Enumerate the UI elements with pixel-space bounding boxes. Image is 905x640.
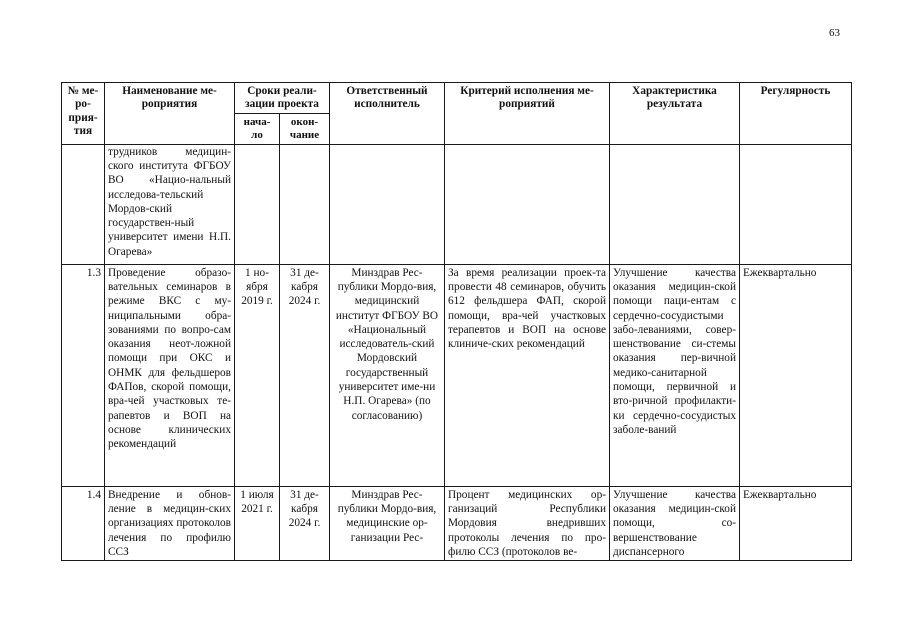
cell-num: 1.4 [62, 486, 105, 560]
header-num: № ме-ро-прия-тия [62, 83, 105, 145]
cell-end: 31 де-кабря 2024 г. [280, 264, 330, 486]
cell-start [235, 144, 280, 264]
cell-responsible: Минздрав Рес-публики Мордо-вия, медицинские ор-ганизации Рес- [330, 486, 445, 560]
cell-regularity [740, 144, 852, 264]
cell-regularity: Ежеквартально [740, 486, 852, 560]
cell-name: Проведение образо-вательных семинаров в режиме ВКС с му-ниципальными обра-зованиями по вопро-сам оказания неот-ложной помощи при ОКС и ОНМК для фельдшеров ФАПов, скорой помощи, вра-чей участковых те-рапевтов и ВОП на основе клинических рекомендаций [105, 264, 235, 486]
cell-criterion [445, 144, 610, 264]
cell-result: Улучшение качества оказания медицин-ской помощи паци-ентам с сердечно-сосудистыми забо-леваниями, совер-шенствование си-стемы оказания пер-вичной медико-санитарной помощи, первичной и вто-ричной профилакти-ки сердечно-сосудистых заболе-ваний [610, 264, 740, 486]
table-row [62, 264, 852, 486]
cell-start: 1 но-ября 2019 г. [235, 264, 280, 486]
header-responsible: Ответственный исполнитель [330, 83, 445, 145]
table-row [62, 486, 852, 560]
cell-responsible: Минздрав Рес-публики Мордо-вия, медицинский институт ФГБОУ ВО «Национальный исследователь-ский Мордовский государственный университет име-ни Н.П. Огарева» (по согласованию) [330, 264, 445, 486]
header-terms: Сроки реали-зации проекта [235, 83, 330, 114]
cell-start: 1 июля 2021 г. [235, 486, 280, 560]
cell-end: 31 де-кабря 2024 г. [280, 486, 330, 560]
header-start: нача-ло [235, 113, 280, 144]
cell-criterion: Процент медицинских ор-ганизаций Республики Мордовия внедривших протоколы лечения по про-филю ССЗ (протоколов ве- [445, 486, 610, 560]
cell-regularity: Ежеквартально [740, 264, 852, 486]
header-criterion: Критерий исполнения ме-роприятий [445, 83, 610, 145]
cell-result: Улучшение качества оказания медицин-ской помощи, со-вершенствование диспансерного [610, 486, 740, 560]
cell-name: трудников медицин-ского института ФГБОУ ВО «Нацио-нальный исследова-тельский Мордов-ский государствен-ный университет имени Н.П. Огарева» [105, 144, 235, 264]
cell-name: Внедрение и обнов-ление в медицин-ских организациях протоколов лечения по профилю ССЗ [105, 486, 235, 560]
cell-responsible [330, 144, 445, 264]
cell-num [62, 144, 105, 264]
header-row [62, 83, 852, 114]
cell-result [610, 144, 740, 264]
header-name: Наименование ме-роприятия [105, 83, 235, 145]
header-regularity: Регулярность [740, 83, 852, 145]
header-end: окон-чание [280, 113, 330, 144]
cell-criterion: За время реализации проек-та провести 48 семинаров, обучить 612 фельдшера ФАП, скорой помощи, вра-чей участковых терапевтов и ВОП на основе клиниче-ских рекомендаций [445, 264, 610, 486]
activities-table [61, 82, 852, 561]
cell-num: 1.3 [62, 264, 105, 486]
table-row [62, 144, 852, 264]
cell-end [280, 144, 330, 264]
page-number: 63 [829, 27, 840, 39]
header-result: Характеристика результата [610, 83, 740, 145]
